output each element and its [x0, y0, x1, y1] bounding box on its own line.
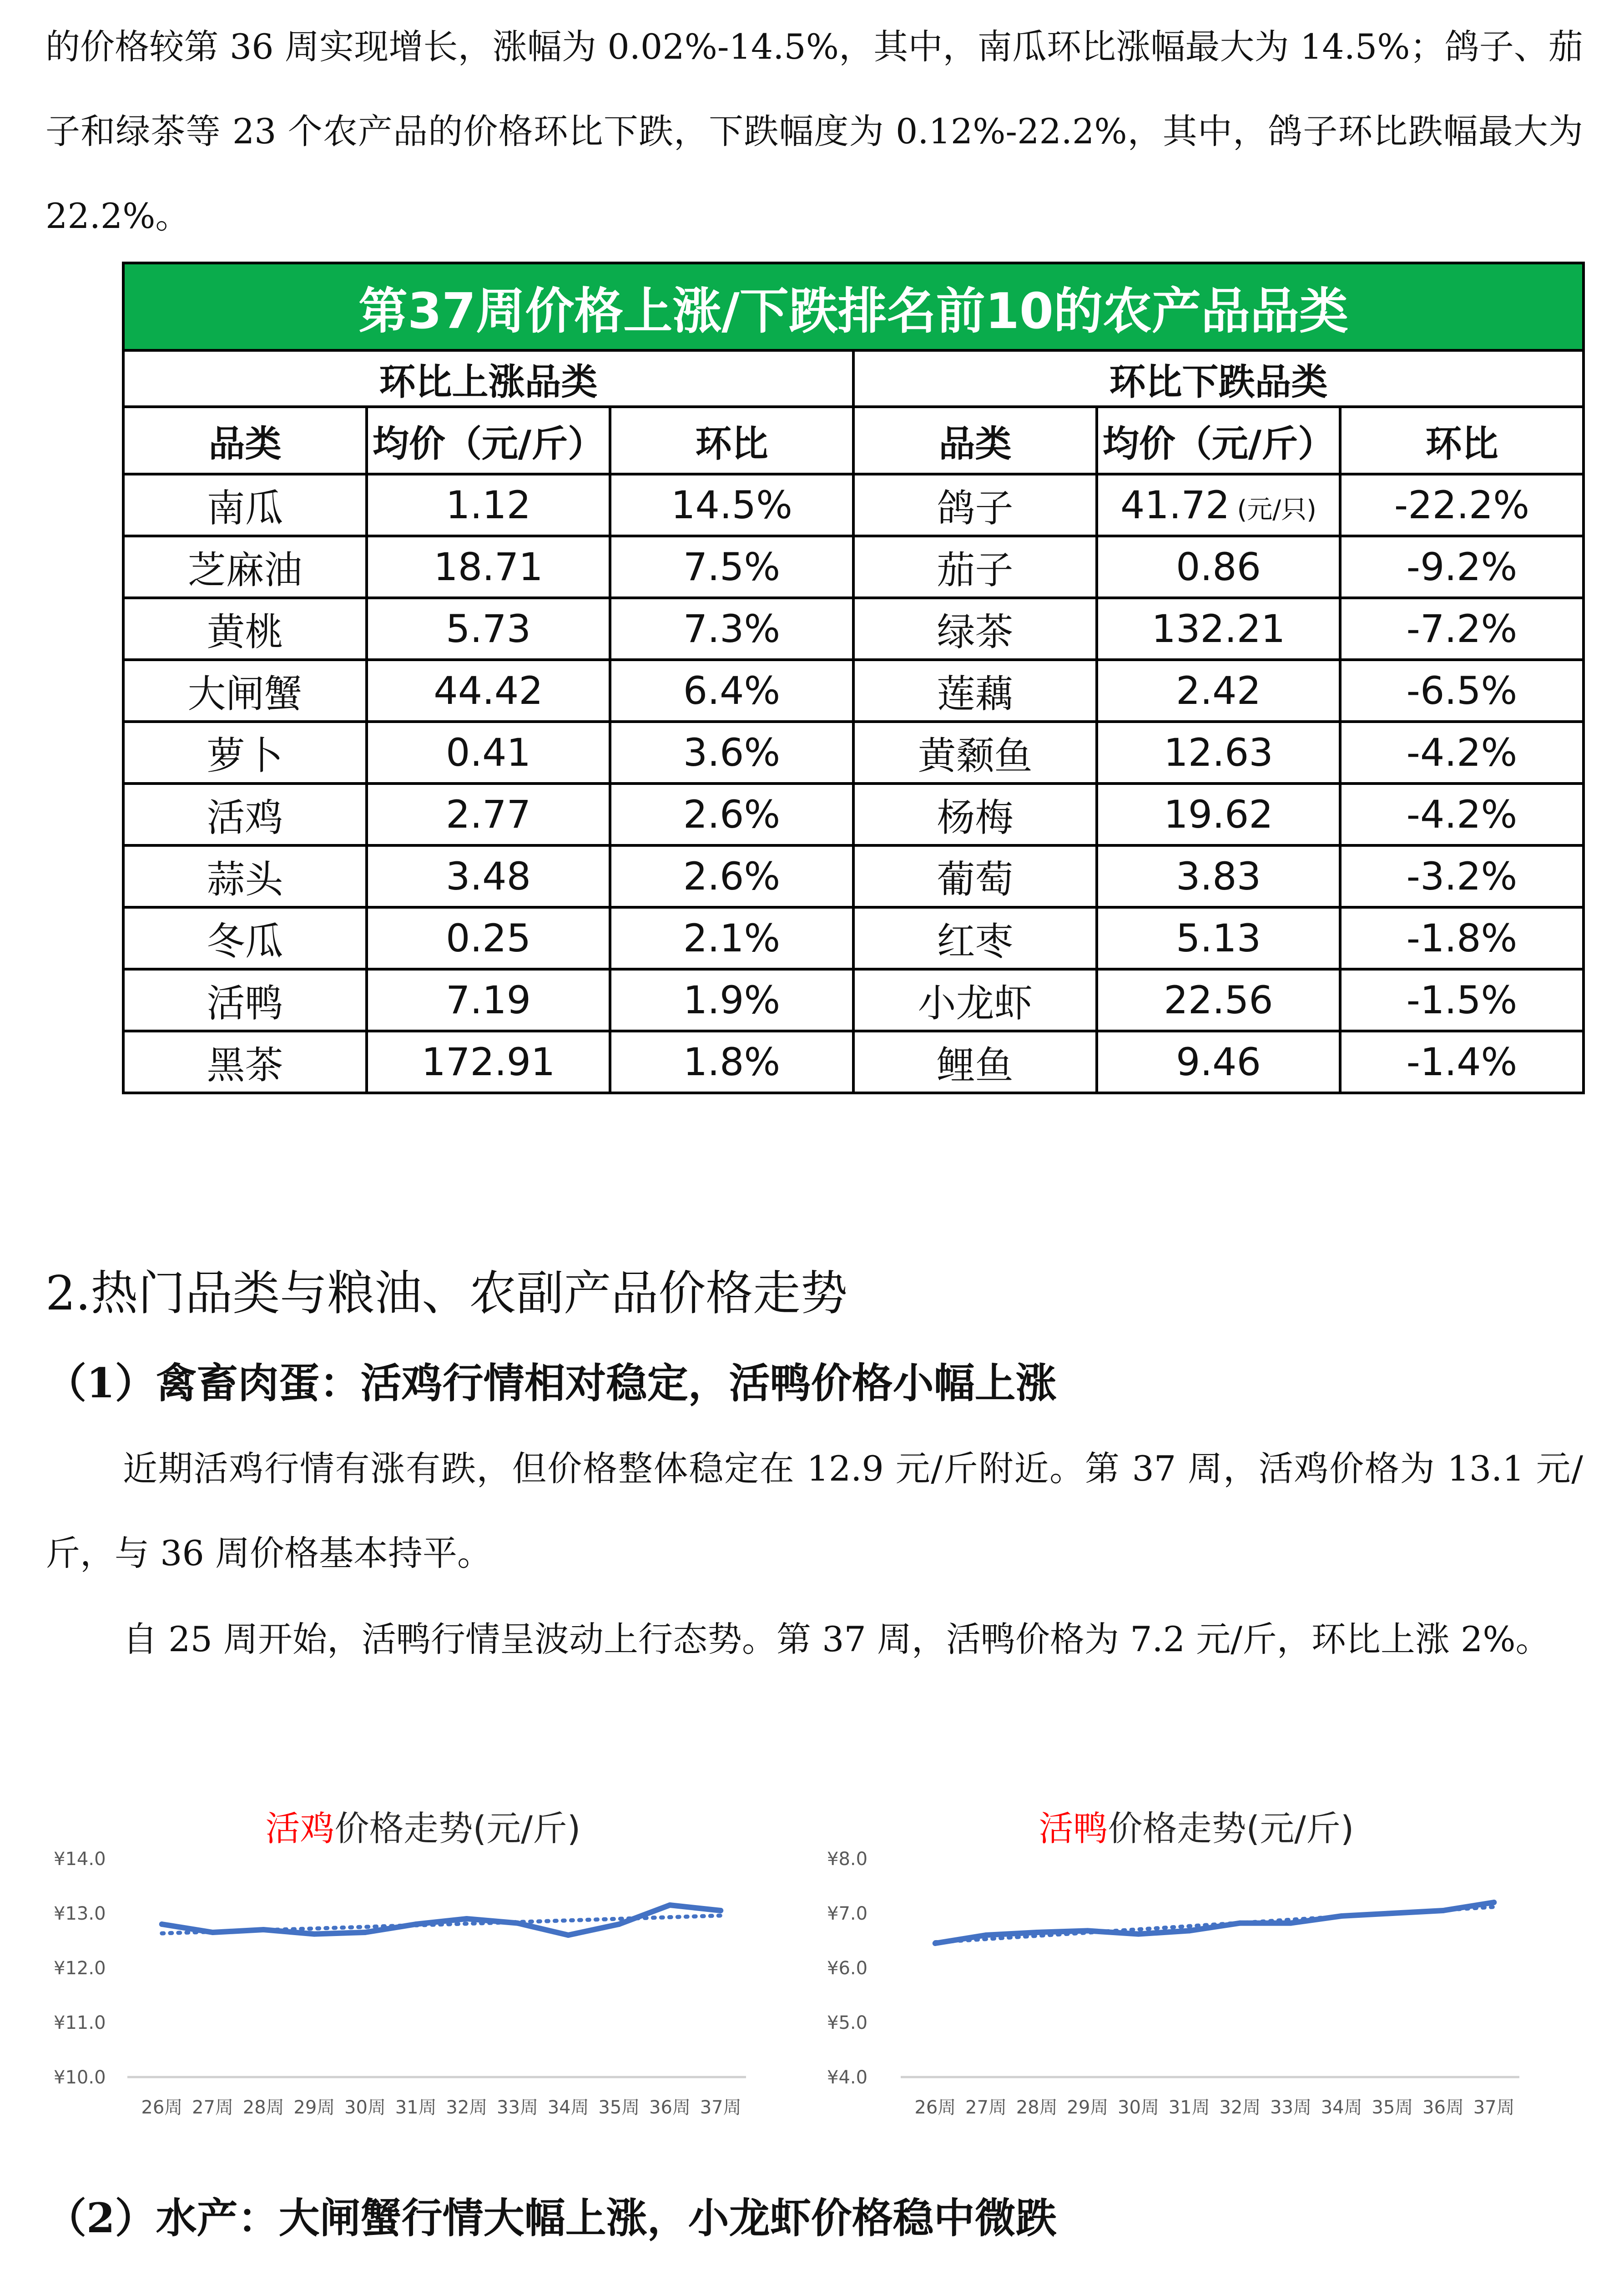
x-tick-label: 32周 — [1219, 2097, 1261, 2118]
data-point — [1339, 1913, 1344, 1919]
line-chart-svg — [45, 1806, 782, 2152]
paragraph-poultry-chicken: 近期活鸡行情有涨有跌，但价格整体稳定在 12.9 元/斤附近。第 37 周，活鸡价格为 13.1 元/斤，与 36 周价格基本持平。 — [45, 1448, 1583, 1573]
data-point — [1288, 1921, 1294, 1926]
data-point — [1441, 1908, 1446, 1913]
table-cell-up-price: 5.73 — [367, 598, 610, 660]
table-cell-down-price: 22.56 — [1097, 969, 1340, 1031]
paragraph-poultry-duck: 自 25 周开始，活鸭行情呈波动上行态势。第 37 周，活鸭价格为 7.2 元/斤，环比上涨 2%。 — [123, 1619, 1550, 1659]
table-cell-down-name: 鸽子 — [853, 474, 1097, 536]
table-cell-up-pct: 3.6% — [610, 722, 853, 784]
y-tick-label: ¥12.0 — [54, 1958, 106, 1979]
table-cell-down-pct: -22.2% — [1340, 474, 1584, 536]
data-point — [933, 1941, 938, 1946]
table-row — [123, 474, 1584, 536]
table-cell-down-name: 红枣 — [853, 907, 1097, 969]
subsection-title-aquatic: （2）水产：大闸蟹行情大幅上涨，小龙虾价格稳中微跌 — [45, 2194, 1057, 2242]
data-point — [159, 1921, 165, 1927]
x-tick-label: 35周 — [598, 2097, 640, 2118]
table-cell-down-name: 葡萄 — [853, 845, 1097, 907]
table-cell-up-price: 18.71 — [367, 536, 610, 598]
table-cell-up-name: 黑茶 — [123, 1031, 367, 1093]
chicken-price-chart — [45, 1806, 782, 2152]
table-cell-up-price: 7.19 — [367, 969, 610, 1031]
column-header: 品类 — [853, 407, 1097, 474]
data-point — [1085, 1928, 1090, 1933]
column-header: 均价（元/斤） — [1097, 407, 1340, 474]
table-cell-up-price: 2.77 — [367, 784, 610, 845]
table-cell-down-name: 小龙虾 — [853, 969, 1097, 1031]
data-point — [718, 1908, 723, 1913]
table-row — [123, 907, 1584, 969]
table-cell-down-name: 杨梅 — [853, 784, 1097, 845]
table-cell-down-price: 5.13 — [1097, 907, 1340, 969]
column-header: 均价（元/斤） — [367, 407, 610, 474]
data-point — [616, 1921, 622, 1927]
y-tick-label: ¥8.0 — [827, 1849, 868, 1870]
table-cell-down-pct: -7.2% — [1340, 598, 1584, 660]
chart-title-rest: 价格走势(元/斤) — [334, 1808, 581, 1849]
table-cell-up-pct: 2.6% — [610, 784, 853, 845]
table-cell-up-price: 0.25 — [367, 907, 610, 969]
duck-price-chart — [819, 1806, 1556, 2152]
table-row — [123, 536, 1584, 598]
x-tick-label: 36周 — [649, 2097, 691, 2118]
table-cell-down-pct: -9.2% — [1340, 536, 1584, 598]
table-cell-down-price: 19.62 — [1097, 784, 1340, 845]
data-point — [413, 1921, 419, 1927]
subsection-title-poultry: （1）禽畜肉蛋：活鸡行情相对稳定，活鸭价格小幅上涨 — [45, 1359, 1057, 1407]
series-line — [162, 1905, 721, 1935]
data-point — [210, 1930, 216, 1935]
table-cell-up-price: 44.42 — [367, 660, 610, 722]
table-cell-down-name: 莲藕 — [853, 660, 1097, 722]
table-cell-down-pct: -4.2% — [1340, 784, 1584, 845]
table-cell-down-name: 黄颡鱼 — [853, 722, 1097, 784]
line-chart-svg — [819, 1806, 1556, 2152]
data-point — [312, 1931, 317, 1937]
column-header: 品类 — [123, 407, 367, 474]
table-cell-down-price: 132.21 — [1097, 598, 1340, 660]
table-row — [123, 845, 1584, 907]
table-cell-up-pct: 7.3% — [610, 598, 853, 660]
table-cell-down-pct: -3.2% — [1340, 845, 1584, 907]
data-point — [565, 1932, 571, 1938]
data-point — [1136, 1931, 1141, 1937]
table-row — [123, 660, 1584, 722]
column-header: 环比 — [610, 407, 853, 474]
table-cell-up-name: 活鸡 — [123, 784, 367, 845]
table-cell-down-pct: -1.8% — [1340, 907, 1584, 969]
up-group-header: 环比上涨品类 — [123, 350, 853, 407]
table-cell-up-name: 萝卜 — [123, 722, 367, 784]
x-tick-label: 34周 — [547, 2097, 589, 2118]
y-tick-label: ¥10.0 — [54, 2067, 106, 2088]
table-cell-up-name: 活鸭 — [123, 969, 367, 1031]
x-tick-label: 37周 — [700, 2097, 741, 2118]
x-tick-label: 31周 — [395, 2097, 437, 2118]
table-cell-down-price: 41.72 (元/只) — [1097, 474, 1340, 536]
x-tick-label: 26周 — [914, 2097, 956, 2118]
x-tick-label: 37周 — [1473, 2097, 1515, 2118]
table-cell-up-pct: 2.1% — [610, 907, 853, 969]
table-cell-up-price: 172.91 — [367, 1031, 610, 1093]
down-group-header: 环比下跌品类 — [853, 350, 1584, 407]
y-tick-label: ¥13.0 — [54, 1903, 106, 1924]
table-title: 第37周价格上涨/下跌排名前10的农产品品类 — [123, 263, 1584, 350]
data-point — [667, 1902, 673, 1908]
table-cell-up-name: 南瓜 — [123, 474, 367, 536]
table-cell-down-pct: -6.5% — [1340, 660, 1584, 722]
y-tick-label: ¥4.0 — [827, 2067, 868, 2088]
y-tick-label: ¥5.0 — [827, 2012, 868, 2033]
y-tick-label: ¥11.0 — [54, 2012, 106, 2033]
x-tick-label: 30周 — [344, 2097, 386, 2118]
table-cell-up-price: 3.48 — [367, 845, 610, 907]
data-point — [515, 1921, 520, 1926]
table-cell-up-name: 芝麻油 — [123, 536, 367, 598]
x-tick-label: 27周 — [192, 2097, 233, 2118]
chart-title — [1039, 1808, 1354, 1849]
x-tick-label: 29周 — [293, 2097, 335, 2118]
intro-paragraph: 的价格较第 36 周实现增长，涨幅为 0.02%-14.5%，其中，南瓜环比涨幅最大为 14.5%；鸽子、茄子和绿茶等 23 个农产品的价格环比下跌，下跌幅度为 0.12%-22.2%，其中，鸽子环比跌幅最大为 22.2%。 — [45, 26, 1583, 236]
table-row — [123, 1031, 1584, 1093]
x-tick-label: 26周 — [141, 2097, 183, 2118]
chart-title — [266, 1808, 581, 1849]
table-cell-down-price: 12.63 — [1097, 722, 1340, 784]
table-cell-down-price: 0.86 — [1097, 536, 1340, 598]
table-cell-up-pct: 1.9% — [610, 969, 853, 1031]
table-cell-up-pct: 1.8% — [610, 1031, 853, 1093]
table-row — [123, 722, 1584, 784]
table-cell-up-name: 冬瓜 — [123, 907, 367, 969]
data-point — [1237, 1921, 1243, 1926]
data-point — [983, 1932, 989, 1938]
table-cell-up-pct: 6.4% — [610, 660, 853, 722]
data-point — [261, 1927, 266, 1932]
x-tick-label: 35周 — [1372, 2097, 1413, 2118]
table-row — [123, 598, 1584, 660]
table-cell-up-pct: 14.5% — [610, 474, 853, 536]
table-cell-down-pct: -1.4% — [1340, 1031, 1584, 1093]
chart-title-highlight: 活鸭 — [1039, 1808, 1108, 1849]
data-point — [1491, 1900, 1497, 1905]
paragraph-aquatic-crab — [45, 2259, 1583, 2275]
y-tick-label: ¥6.0 — [827, 1958, 868, 1979]
column-header: 环比 — [1340, 407, 1584, 474]
table-cell-down-price: 9.46 — [1097, 1031, 1340, 1093]
chart-title-rest: 价格走势(元/斤) — [1108, 1808, 1354, 1849]
table-cell-down-price: 2.42 — [1097, 660, 1340, 722]
x-tick-label: 29周 — [1067, 2097, 1109, 2118]
table-cell-up-name: 黄桃 — [123, 598, 367, 660]
table-cell-down-name: 鲤鱼 — [853, 1031, 1097, 1093]
table-cell-down-name: 茄子 — [853, 536, 1097, 598]
data-point — [1390, 1911, 1395, 1916]
table-row — [123, 969, 1584, 1031]
table-cell-down-pct: -1.5% — [1340, 969, 1584, 1031]
table-cell-up-price: 0.41 — [367, 722, 610, 784]
x-tick-label: 28周 — [242, 2097, 284, 2118]
x-tick-label: 33周 — [497, 2097, 538, 2118]
x-tick-label: 32周 — [446, 2097, 488, 2118]
x-tick-label: 30周 — [1118, 2097, 1159, 2118]
x-tick-label: 36周 — [1422, 2097, 1464, 2118]
table-cell-down-price: 3.83 — [1097, 845, 1340, 907]
data-point — [1186, 1928, 1192, 1933]
unit-note: (元/只) — [1237, 495, 1317, 525]
y-tick-label: ¥14.0 — [54, 1849, 106, 1870]
table-cell-up-name: 蒜头 — [123, 845, 367, 907]
data-point — [363, 1930, 368, 1935]
section-title: 2.热门品类与粮油、农副产品价格走势 — [45, 1265, 848, 1321]
x-tick-label: 27周 — [965, 2097, 1007, 2118]
chart-title-highlight: 活鸡 — [265, 1808, 335, 1849]
x-tick-label: 28周 — [1016, 2097, 1058, 2118]
y-tick-label: ¥7.0 — [827, 1903, 868, 1924]
table-cell-up-pct: 7.5% — [610, 536, 853, 598]
x-tick-label: 33周 — [1270, 2097, 1311, 2118]
data-point — [464, 1916, 469, 1921]
data-point — [1034, 1930, 1039, 1935]
price-ranking-table — [122, 262, 1585, 1094]
table-cell-up-price: 1.12 — [367, 474, 610, 536]
x-tick-label: 34周 — [1321, 2097, 1362, 2118]
table-cell-down-pct: -4.2% — [1340, 722, 1584, 784]
x-tick-label: 31周 — [1168, 2097, 1210, 2118]
table-cell-up-pct: 2.6% — [610, 845, 853, 907]
table-cell-down-name: 绿茶 — [853, 598, 1097, 660]
table-cell-up-name: 大闸蟹 — [123, 660, 367, 722]
table-row — [123, 784, 1584, 845]
